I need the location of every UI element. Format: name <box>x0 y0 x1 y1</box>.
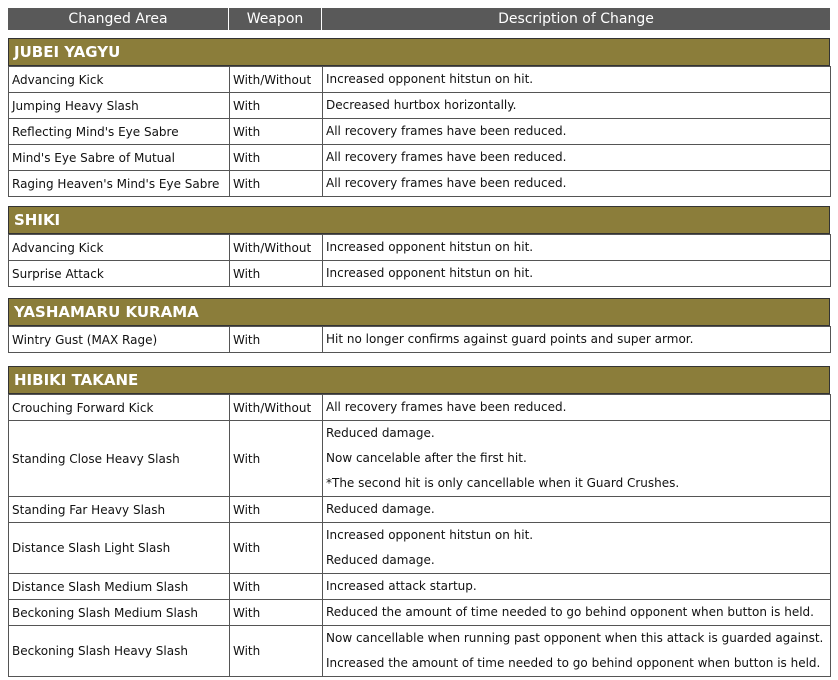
description-cell <box>323 93 831 119</box>
changes-table <box>8 66 831 197</box>
changed-area-cell: Standing Far Heavy Slash <box>9 497 230 523</box>
weapon-cell: With/Without <box>230 235 323 261</box>
header-weapon: Weapon <box>229 8 322 30</box>
changed-area-cell: Distance Slash Light Slash <box>9 523 230 574</box>
character-section <box>8 38 830 197</box>
table-row <box>9 93 831 119</box>
changed-area-cell: Beckoning Slash Heavy Slash <box>9 626 230 677</box>
character-name: JUBEI YAGYU <box>8 38 830 66</box>
description-cell <box>323 600 831 626</box>
table-row <box>9 497 831 523</box>
table-header <box>8 8 830 30</box>
weapon-cell: With <box>230 497 323 523</box>
weapon-cell: With <box>230 574 323 600</box>
description-line: Reduced damage. <box>326 502 435 516</box>
description-line: Increased opponent hitstun on hit. <box>326 240 534 254</box>
description-cell <box>323 261 831 287</box>
description-cell <box>323 421 831 497</box>
description-cell <box>323 145 831 171</box>
description-line: Now cancellable when running past opponent when this attack is guarded against. <box>326 631 824 645</box>
description-cell <box>323 119 831 145</box>
weapon-cell: With <box>230 523 323 574</box>
weapon-cell: With <box>230 600 323 626</box>
description-line: All recovery frames have been reduced. <box>326 124 567 138</box>
description-cell <box>323 327 831 353</box>
changed-area-cell: Mind's Eye Sabre of Mutual <box>9 145 230 171</box>
description-line: Increased the amount of time needed to go behind opponent when button is held. <box>326 656 821 670</box>
changed-area-cell: Beckoning Slash Medium Slash <box>9 600 230 626</box>
changed-area-cell: Advancing Kick <box>9 67 230 93</box>
character-section <box>8 206 830 287</box>
description-cell <box>323 171 831 197</box>
changed-area-cell: Standing Close Heavy Slash <box>9 421 230 497</box>
description-cell <box>323 497 831 523</box>
changed-area-cell: Reflecting Mind's Eye Sabre <box>9 119 230 145</box>
changed-area-cell: Surprise Attack <box>9 261 230 287</box>
description-line: Decreased hurtbox horizontally. <box>326 98 517 112</box>
changes-table <box>8 326 831 353</box>
description-cell <box>323 395 831 421</box>
changed-area-cell: Advancing Kick <box>9 235 230 261</box>
table-row <box>9 119 831 145</box>
changes-table <box>8 234 831 287</box>
weapon-cell: With <box>230 421 323 497</box>
description-line: All recovery frames have been reduced. <box>326 400 567 414</box>
changed-area-cell: Wintry Gust (MAX Rage) <box>9 327 230 353</box>
table-row <box>9 523 831 574</box>
weapon-cell: With <box>230 327 323 353</box>
description-line: Reduced the amount of time needed to go behind opponent when button is held. <box>326 605 814 619</box>
table-row <box>9 395 831 421</box>
character-section <box>8 366 830 677</box>
table-row <box>9 626 831 677</box>
changed-area-cell: Jumping Heavy Slash <box>9 93 230 119</box>
description-line: Increased attack startup. <box>326 579 477 593</box>
header-description: Description of Change <box>322 8 830 30</box>
table-row <box>9 421 831 497</box>
description-line: Reduced damage. <box>326 426 435 440</box>
description-cell <box>323 574 831 600</box>
description-cell <box>323 626 831 677</box>
description-line: Reduced damage. <box>326 553 435 567</box>
table-row <box>9 67 831 93</box>
table-row <box>9 171 831 197</box>
weapon-cell: With <box>230 145 323 171</box>
header-changed-area: Changed Area <box>8 8 229 30</box>
description-line: All recovery frames have been reduced. <box>326 176 567 190</box>
description-line: Increased opponent hitstun on hit. <box>326 528 534 542</box>
description-cell <box>323 523 831 574</box>
description-cell <box>323 67 831 93</box>
table-row <box>9 145 831 171</box>
description-line: Increased opponent hitstun on hit. <box>326 72 534 86</box>
description-line: Now cancelable after the first hit. <box>326 451 527 465</box>
weapon-cell: With <box>230 93 323 119</box>
weapon-cell: With <box>230 119 323 145</box>
table-row <box>9 574 831 600</box>
character-section <box>8 298 830 353</box>
weapon-cell: With <box>230 171 323 197</box>
weapon-cell: With/Without <box>230 395 323 421</box>
description-line: *The second hit is only cancellable when it Guard Crushes. <box>326 476 680 490</box>
description-line: All recovery frames have been reduced. <box>326 150 567 164</box>
weapon-cell: With <box>230 626 323 677</box>
changed-area-cell: Distance Slash Medium Slash <box>9 574 230 600</box>
weapon-cell: With/Without <box>230 67 323 93</box>
character-name: HIBIKI TAKANE <box>8 366 830 394</box>
table-row <box>9 235 831 261</box>
character-name: SHIKI <box>8 206 830 234</box>
table-row <box>9 327 831 353</box>
table-row <box>9 261 831 287</box>
description-line: Increased opponent hitstun on hit. <box>326 266 534 280</box>
changed-area-cell: Crouching Forward Kick <box>9 395 230 421</box>
table-row <box>9 600 831 626</box>
changes-table <box>8 394 831 677</box>
weapon-cell: With <box>230 261 323 287</box>
character-name: YASHAMARU KURAMA <box>8 298 830 326</box>
description-line: Hit no longer confirms against guard points and super armor. <box>326 332 694 346</box>
changed-area-cell: Raging Heaven's Mind's Eye Sabre <box>9 171 230 197</box>
description-cell <box>323 235 831 261</box>
